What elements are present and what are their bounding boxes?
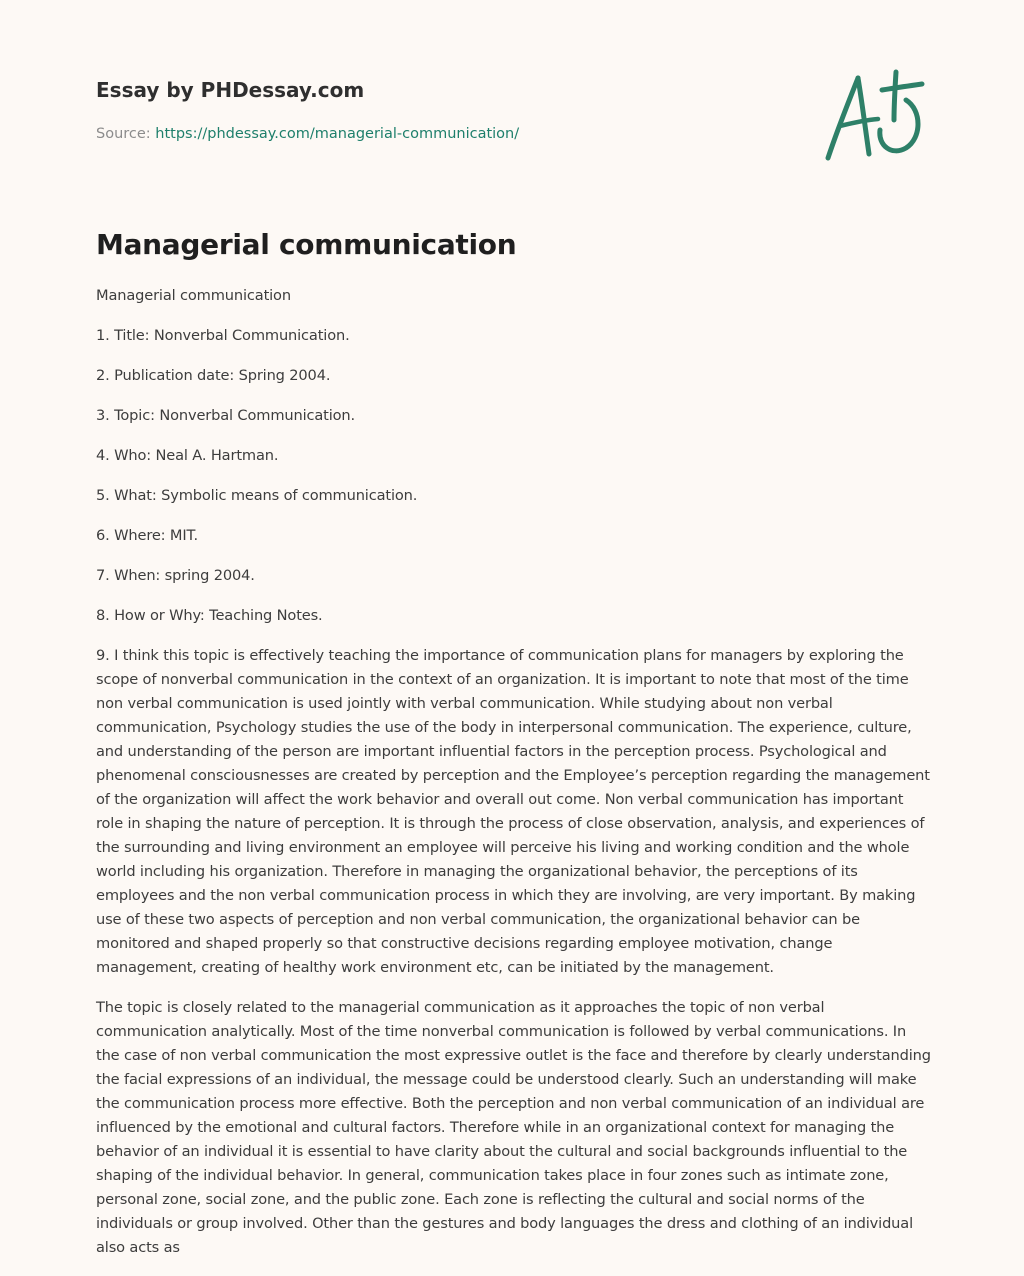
- a-plus-logo-icon: [822, 68, 928, 164]
- paragraph-item-when: 7. When: spring 2004.: [96, 567, 255, 584]
- paragraph-item-what: 5. What: Symbolic means of communication.: [96, 487, 418, 504]
- page-header: [96, 76, 796, 144]
- paragraph-subtitle: Managerial communication: [96, 287, 291, 304]
- essay-title: Managerial communication: [96, 228, 517, 261]
- paragraph-item-who: 4. Who: Neal A. Hartman.: [96, 447, 279, 464]
- paragraph-item-publication-date: 2. Publication date: Spring 2004.: [96, 367, 331, 384]
- essay-body: [96, 284, 932, 1276]
- paragraph-item-where: 6. Where: MIT.: [96, 527, 199, 544]
- paragraph-item-topic: 3. Topic: Nonverbal Communication.: [96, 407, 355, 424]
- paragraph-body-2: The topic is closely related to the managerial communication as it approaches the topic of non verbal communication analytically. Most of the time nonverbal communication is followed by verbal communications. In the case of non verbal communication the most expressive outlet is the face and therefore by clearly understanding the facial expressions of an individual, the message could be understood clearly. Such an understanding will make the communication process more effective. Both the perception and non verbal communication of an individual are influenced by the emotional and cultural factors. Therefore while in an organizational context for managing the behavior of an individual it is essential to have clarity about the cultural and social backgrounds influential to the shaping of the individual behavior. In general, communication takes place in four zones such as intimate zone, personal zone, social zone, and the public zone. Each zone is reflecting the cultural and social norms of the individuals or group involved. Other than the gestures and body languages the dress and clothing of an individual also acts as: [96, 999, 931, 1256]
- source-label: Source:: [96, 126, 151, 142]
- paragraph-item-how-why: 8. How or Why: Teaching Notes.: [96, 607, 323, 624]
- paragraph-item-title: 1. Title: Nonverbal Communication.: [96, 327, 350, 344]
- source-link[interactable]: https://phdessay.com/managerial-communication/: [155, 126, 520, 142]
- site-title: Essay by PHDessay.com: [96, 78, 365, 102]
- paragraph-body-1: 9. I think this topic is effectively teaching the importance of communication plans for managers by exploring the scope of nonverbal communication in the context of an organization. It is important to note that most of the time non verbal communication is used jointly with verbal communication. While studying about non verbal communication, Psychology studies the use of the body in interpersonal communication. The experience, culture, and understanding of the person are important influential factors in the perception process. Psychological and phenomenal consciousnesses are created by perception and the Employee’s perception regarding the management of the organization will affect the work behavior and overall out come. Non verbal communication has important role in shaping the nature of perception. It is through the process of close observation, analysis, and experiences of the surrounding and living environment an employee will perceive his living and working condition and the whole world including his organization. Therefore in managing the organizational behavior, the perceptions of its employees and the non verbal communication process in which they are involving, are very important. By making use of these two aspects of perception and non verbal communication, the organizational behavior can be monitored and shaped properly so that constructive decisions regarding employee motivation, change management, creating of healthy work environment etc, can be initiated by the management.: [96, 647, 930, 976]
- source-line: [96, 124, 796, 144]
